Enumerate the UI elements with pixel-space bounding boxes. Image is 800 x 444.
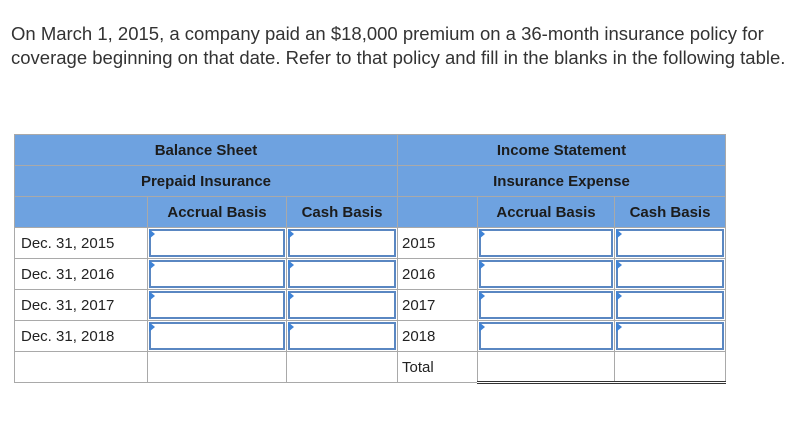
marker-icon xyxy=(149,229,155,239)
prepaid-cash-input[interactable] xyxy=(287,228,398,259)
prepaid-accrual-input[interactable] xyxy=(148,228,287,259)
prepaid-accrual-input[interactable] xyxy=(148,321,287,352)
expense-accrual-input[interactable] xyxy=(478,259,615,290)
total-accrual-value xyxy=(478,352,615,383)
marker-icon xyxy=(616,229,622,239)
marker-icon xyxy=(288,291,294,301)
year-label: 2017 xyxy=(398,290,478,321)
blank-header xyxy=(398,197,478,228)
marker-icon xyxy=(616,260,622,270)
blank-header xyxy=(15,197,148,228)
year-label: 2015 xyxy=(398,228,478,259)
is-accrual-header: Accrual Basis xyxy=(478,197,615,228)
marker-icon xyxy=(616,322,622,332)
marker-icon xyxy=(149,291,155,301)
marker-icon xyxy=(288,322,294,332)
table-row xyxy=(15,321,726,352)
date-label: Dec. 31, 2017 xyxy=(15,290,148,321)
date-label: Dec. 31, 2015 xyxy=(15,228,148,259)
marker-icon xyxy=(288,260,294,270)
balance-sheet-header: Balance Sheet xyxy=(15,135,398,166)
expense-cash-input[interactable] xyxy=(615,321,726,352)
income-statement-header: Income Statement xyxy=(398,135,726,166)
expense-cash-input[interactable] xyxy=(615,259,726,290)
insurance-expense-header: Insurance Expense xyxy=(398,166,726,197)
marker-icon xyxy=(149,260,155,270)
date-label: Dec. 31, 2016 xyxy=(15,259,148,290)
prepaid-accrual-input[interactable] xyxy=(148,290,287,321)
year-label: 2018 xyxy=(398,321,478,352)
prepaid-insurance-header: Prepaid Insurance xyxy=(15,166,398,197)
empty-cell xyxy=(287,352,398,383)
prepaid-accrual-input[interactable] xyxy=(148,259,287,290)
table-row xyxy=(15,228,726,259)
marker-icon xyxy=(149,322,155,332)
prepaid-cash-input[interactable] xyxy=(287,290,398,321)
total-row xyxy=(15,352,726,383)
marker-icon xyxy=(479,260,485,270)
marker-icon xyxy=(616,291,622,301)
marker-icon xyxy=(479,229,485,239)
expense-accrual-input[interactable] xyxy=(478,228,615,259)
question-text: On March 1, 2015, a company paid an $18,000 premium on a 36-month insurance policy for coverage beginning on that date. Refer to that policy and fill in the blanks in the following table. xyxy=(11,23,786,68)
is-cash-header: Cash Basis xyxy=(615,197,726,228)
empty-cell xyxy=(15,352,148,383)
expense-accrual-input[interactable] xyxy=(478,321,615,352)
expense-cash-input[interactable] xyxy=(615,290,726,321)
table-row xyxy=(15,259,726,290)
year-label: 2016 xyxy=(398,259,478,290)
total-cash-value xyxy=(615,352,726,383)
marker-icon xyxy=(288,229,294,239)
empty-cell xyxy=(148,352,287,383)
marker-icon xyxy=(479,291,485,301)
total-label: Total xyxy=(398,352,478,383)
bs-cash-header: Cash Basis xyxy=(287,197,398,228)
date-label: Dec. 31, 2018 xyxy=(15,321,148,352)
table-row xyxy=(15,290,726,321)
expense-cash-input[interactable] xyxy=(615,228,726,259)
bs-accrual-header: Accrual Basis xyxy=(148,197,287,228)
expense-accrual-input[interactable] xyxy=(478,290,615,321)
marker-icon xyxy=(479,322,485,332)
insurance-table xyxy=(14,134,726,384)
prepaid-cash-input[interactable] xyxy=(287,259,398,290)
prepaid-cash-input[interactable] xyxy=(287,321,398,352)
